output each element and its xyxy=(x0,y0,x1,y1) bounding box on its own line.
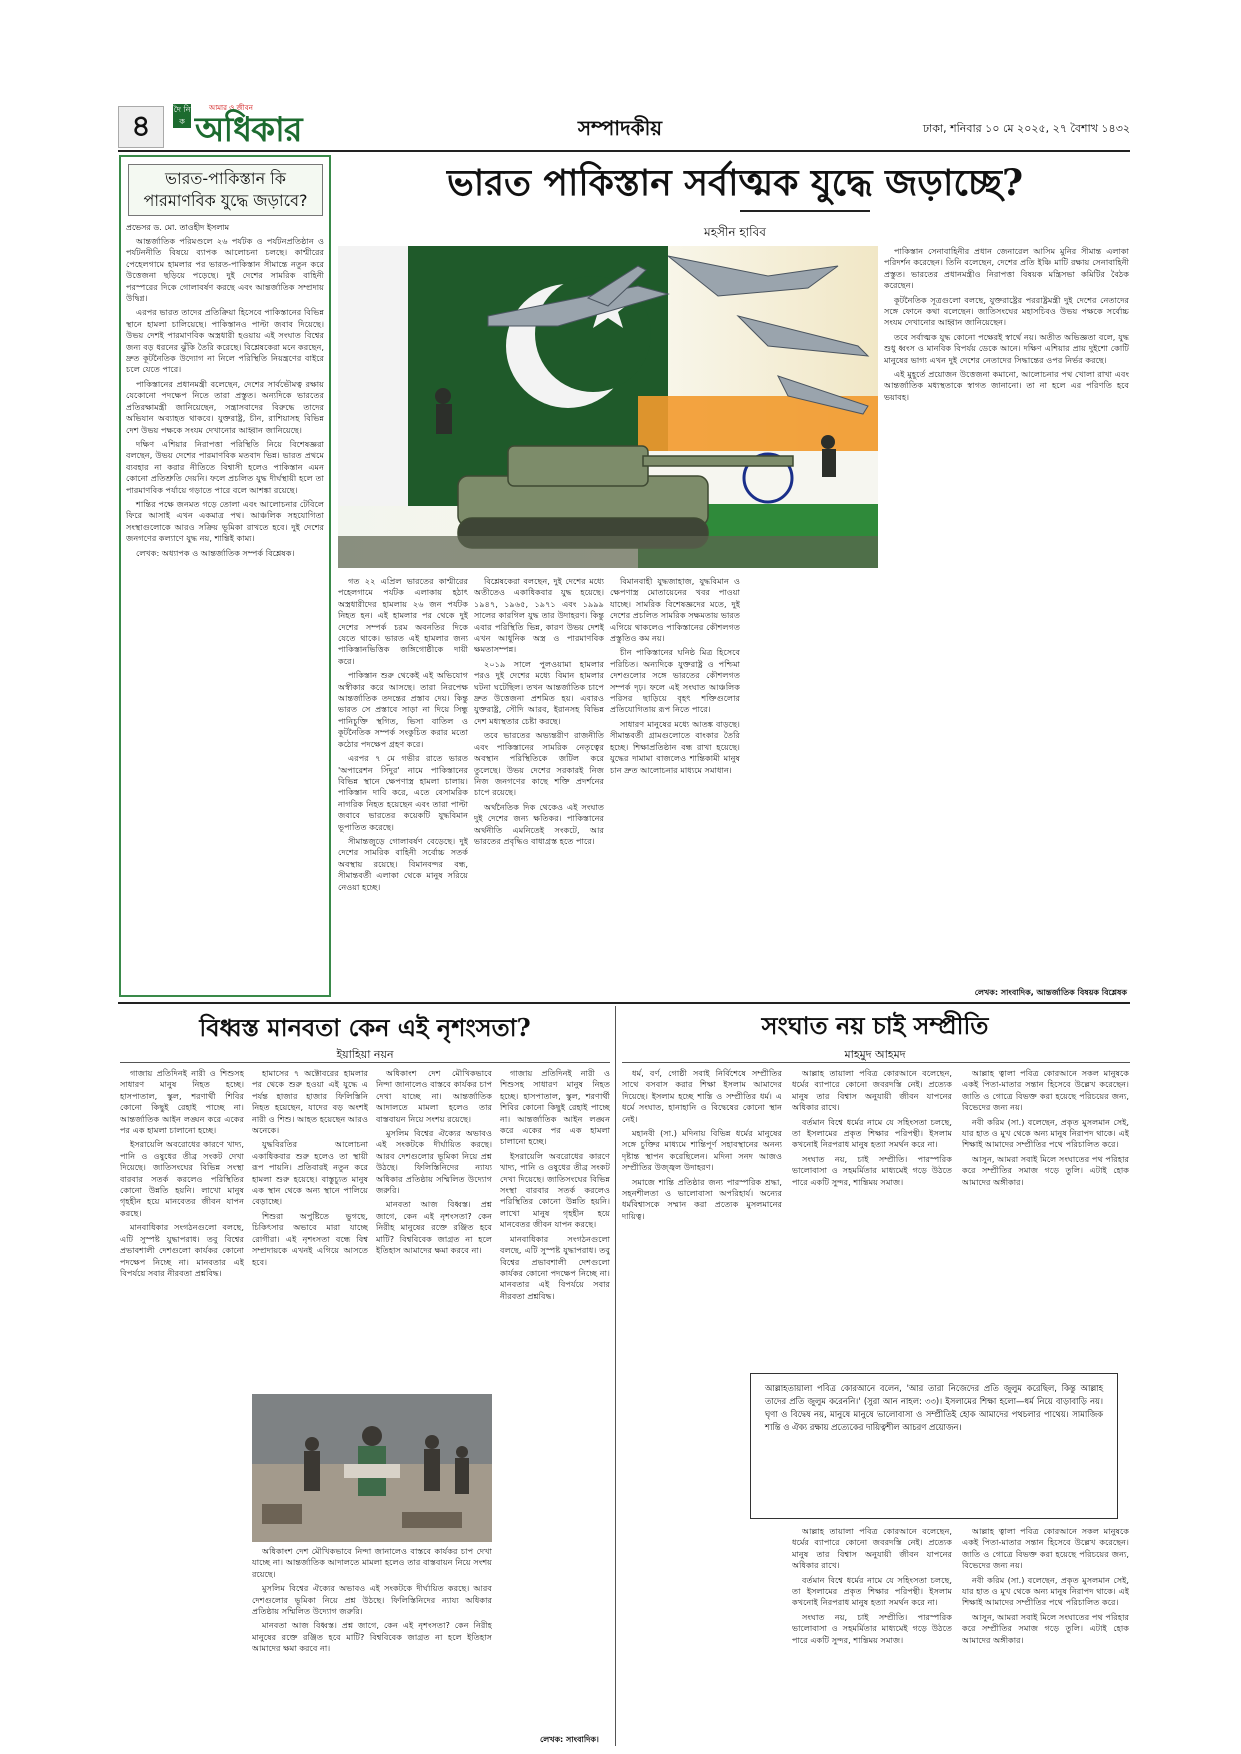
paragraph: সমাজে শান্তি প্রতিষ্ঠার জন্য পারস্পরিক শ্রদ্ধা, সহনশীলতা ও ভালোবাসা অপরিহার্য। অন্যের ধর্মবিশ্বাসকে সম্মান করা প্রত্যেক মুসলমানের দায়িত্ব। xyxy=(622,1176,782,1221)
side-article-headline: ভারত-পাকিস্তান কি পারমাণবিক যুদ্ধে জড়াবে? xyxy=(128,164,323,216)
gaza-photo-illustration xyxy=(252,1394,492,1542)
paragraph: মহানবী (সা.) মদিনায় বিভিন্ন ধর্মের মানুষের সঙ্গে চুক্তির মাধ্যমে শান্তিপূর্ণ সহাবস্থানের অনন্য দৃষ্টান্ত স্থাপন করেছিলেন। মদিনা সনদ আজও সম্প্রীতির উজ্জ্বল উদাহরণ। xyxy=(622,1128,782,1173)
paragraph: এরপর ৭ মে গভীর রাতে ভারত 'অপারেশন সিঁদুর' নামে পাকিস্তানের বিভিন্ন স্থানে ক্ষেপণাস্ত্র হামলা চালায়। পাকিস্তান দাবি করে, এতে বেসামরিক নাগরিক নিহত হয়েছেন এবং তারা পাল্টা জবাবে ভারতের কয়েকটি যুদ্ধবিমান ভূপাতিত করেছে। xyxy=(338,753,468,832)
logo-tagline: আমার ও জীবন xyxy=(209,104,253,112)
bottom-right-column-3b xyxy=(962,1526,1129,1730)
paragraph: পাকিস্তান সেনাবাহিনীর প্রধান জেনারেল আসিম মুনির সীমান্ত এলাকা পরিদর্শন করেছেন। তিনি বলেছেন, দেশের প্রতি ইঞ্চি মাটি রক্ষায় সেনাবাহিনী প্রস্তুত। ভারতের প্রধানমন্ত্রীও নিরাপত্তা বিষয়ক মন্ত্রিসভা কমিটির বৈঠক করেছেন। xyxy=(884,246,1129,291)
paragraph: ইসরায়েলি অবরোধের কারণে খাদ্য, পানি ও ওষুধের তীব্র সংকট দেখা দিয়েছে। জাতিসংঘের বিভিন্ন সংস্থা বারবার সতর্ক করলেও পরিস্থিতির কোনো উন্নতি হয়নি। লাখো মানুষ গৃহহীন হয়ে মানবেতর জীবন যাপন করছে। xyxy=(120,1139,244,1218)
main-headline: ভারত পাকিস্তান সর্বাত্মক যুদ্ধে জড়াচ্ছে? xyxy=(446,162,1024,204)
bottom-left-rule xyxy=(120,1062,610,1063)
paragraph: গাজায় প্রতিদিনই নারী ও শিশুসহ সাধারণ মানুষ নিহত হচ্ছে। হাসপাতাল, স্কুল, শরণার্থী শিবির কোনো কিছুই রেহাই পাচ্ছে না। আন্তর্জাতিক আইন লঙ্ঘন করে একের পর এক হামলা চালানো হচ্ছে। xyxy=(120,1068,244,1136)
paragraph: বিমানবাহী যুদ্ধজাহাজ, যুদ্ধবিমান ও ক্ষেপণাস্ত্র মোতায়েনের খবর পাওয়া যাচ্ছে। সামরিক বিশেষজ্ঞদের মতে, দুই দেশের প্রচলিত সামরিক সক্ষমতায় ভারত এগিয়ে থাকলেও পাকিস্তানের কৌশলগত প্রস্তুতিও কম নয়। xyxy=(610,576,740,644)
header-rule xyxy=(118,150,1130,152)
bottom-left-author: ইয়াহিয়া নয়ন xyxy=(336,1048,394,1061)
bottom-left-column-2b xyxy=(252,1546,492,1732)
headline-underline xyxy=(740,210,870,212)
paragraph: অধিকাংশ দেশ মৌখিকভাবে নিন্দা জানালেও বাস্তবে কার্যকর চাপ দেখা যাচ্ছে না। আন্তর্জাতিক আদালতে মামলা হলেও তার বাস্তবায়ন নিয়ে সংশয় রয়েছে। xyxy=(376,1068,492,1124)
newspaper-logo xyxy=(165,100,305,152)
paragraph: ২০১৯ সালে পুলওয়ামা হামলার পরও দুই দেশের মধ্যে বিমান হামলার ঘটনা ঘটেছিল। তখন আন্তর্জাতিক চাপে দ্রুত উত্তেজনা প্রশমিত হয়। এবারও যুক্তরাষ্ট্র, সৌদি আরব, ইরানসহ বিভিন্ন দেশ মধ্যস্থতার চেষ্টা করছে। xyxy=(474,658,604,726)
paragraph: ইসরায়েলি অবরোধের কারণে খাদ্য, পানি ও ওষুধের তীব্র সংকট দেখা দিয়েছে। জাতিসংঘের বিভিন্ন সংস্থা বারবার সতর্ক করলেও পরিস্থিতির কোনো উন্নতি হয়নি। লাখো মানুষ গৃহহীন হয়ে মানবেতর জীবন যাপন করছে। xyxy=(500,1150,610,1230)
bottom-left-headline: বিধ্বস্ত মানবতা কেন এই নৃশংসতা? xyxy=(199,1013,531,1042)
paragraph: দক্ষিণ এশিয়ার নিরাপত্তা পরিস্থিতি নিয়ে বিশেষজ্ঞরা বলছেন, উভয় দেশের পারমাণবিক মতবাদ ভিন্ন। ভারত প্রথমে ব্যবহার না করার নীতিতে বিশ্বাসী হলেও পাকিস্তান এমন কোনো প্রতিশ্রুতি দেয়নি। ফলে প্রচলিত যুদ্ধ দীর্ঘস্থায়ী হলে তা পারমাণবিক পর্যায়ে গড়াতে পারে বলে আশঙ্কা রয়েছে। xyxy=(126,438,324,495)
section-divider xyxy=(118,1002,1130,1004)
paragraph: এই মুহূর্তে প্রয়োজন উত্তেজনা কমানো, আলোচনার পথ খোলা রাখা এবং আন্তর্জাতিক মধ্যস্থতাকে স্বাগত জানানো। তা না হলে এর পরিণতি হবে ভয়াবহ। xyxy=(884,369,1129,402)
bottom-right-rule xyxy=(622,1062,1130,1063)
paragraph: আল্লাহ ত্বালা পবিত্র কোরআনে সকল মানুষকে একই পিতা-মাতার সন্তান হিসেবে উল্লেখ করেছেন। জাতি ও গোত্রে বিভক্ত করা হয়েছে পরিচয়ের জন্য, বিভেদের জন্য নয়। xyxy=(962,1526,1129,1571)
paragraph: মানবতা আজ বিধ্বস্ত। প্রশ্ন জাগে, কেন এই নৃশংসতা? কেন নিরীহ মানুষের রক্তে রঞ্জিত হবে মাটি? বিশ্ববিবেক জাগ্রত না হলে ইতিহাস আমাদের ক্ষমা করবে না। xyxy=(376,1199,492,1256)
paragraph: মানবাধিকার সংগঠনগুলো বলছে, এটি সুস্পষ্ট যুদ্ধাপরাধ। তবু বিশ্বের প্রভাবশালী দেশগুলো কার্যকর কোনো পদক্ষেপ নিচ্ছে না। মানবতার এই বিপর্যয়ে সবার নীরবতা প্রশ্নবিদ্ধ। xyxy=(120,1222,244,1278)
paragraph: চীন পাকিস্তানের ঘনিষ্ঠ মিত্র হিসেবে পরিচিত। অন্যদিকে যুক্তরাষ্ট্র ও পশ্চিমা দেশগুলোর সঙ্গে ভারতের কৌশলগত সম্পর্ক দৃঢ়। ফলে এই সংঘাত আঞ্চলিক পরিসর ছাড়িয়ে বৃহৎ শক্তিগুলোর প্রতিযোগিতায় রূপ নিতে পারে। xyxy=(610,647,740,715)
bottom-right-column-2b xyxy=(792,1526,952,1730)
paragraph: বর্তমান বিশ্বে ধর্মের নামে যে সহিংসতা চলছে, তা ইসলামের প্রকৃত শিক্ষার পরিপন্থী। ইসলাম কখনোই নিরপরাধ মানুষ হত্যা সমর্থন করে না। xyxy=(792,1116,952,1150)
main-column-2 xyxy=(474,576,604,994)
paragraph: আসুন, আমরা সবাই মিলে সংঘাতের পথ পরিহার করে সম্প্রীতির সমাজ গড়ে তুলি। এটাই হোক আমাদের অঙ্গীকার। xyxy=(962,1153,1129,1187)
paragraph: বিশ্লেষকেরা বলছেন, দুই দেশের মধ্যে অতীতেও একাধিকবার যুদ্ধ হয়েছে। ১৯৪৭, ১৯৬৫, ১৯৭১ এবং ১৯৯৯ সালের কারগিল যুদ্ধ তার উদাহরণ। কিন্তু এবার পরিস্থিতি ভিন্ন, কারণ উভয় দেশই এখন আধুনিক অস্ত্র ও পারমাণবিক ক্ষমতাসম্পন্ন। xyxy=(474,576,604,655)
paragraph: মানবাধিকার সংগঠনগুলো বলছে, এটি সুস্পষ্ট যুদ্ধাপরাধ। তবু বিশ্বের প্রভাবশালী দেশগুলো কার্যকর কোনো পদক্ষেপ নিচ্ছে না। মানবতার এই বিপর্যয়ে সবার নীরবতা প্রশ্নবিদ্ধ। xyxy=(500,1233,610,1301)
paragraph: নবী করিম (সা.) বলেছেন, প্রকৃত মুসলমান সেই, যার হাত ও মুখ থেকে অন্য মানুষ নিরাপদ থাকে। এই শিক্ষাই আমাদের সম্প্রীতির পথে পরিচালিত করে। xyxy=(962,1574,1129,1608)
side-article-author: প্রভেসর ড. মো. তাওহীদ ইসলাম xyxy=(126,223,230,232)
paragraph: অধিকাংশ দেশ মৌখিকভাবে নিন্দা জানালেও বাস্তবে কার্যকর চাপ দেখা যাচ্ছে না। আন্তর্জাতিক আদালতে মামলা হলেও তার বাস্তবায়ন নিয়ে সংশয় রয়েছে। xyxy=(252,1546,492,1579)
paragraph: সাধারণ মানুষের মধ্যে আতঙ্ক বাড়ছে। সীমান্তবর্তী গ্রামগুলোতে বাংকার তৈরি হচ্ছে। শিক্ষাপ্রতিষ্ঠান বন্ধ রাখা হয়েছে। যুদ্ধের দামামা বাজলেও শান্তিকামী মানুষ চান দ্রুত আলোচনার মাধ্যমে সমাধান। xyxy=(610,718,740,775)
paragraph: কূটনৈতিক সূত্রগুলো বলছে, যুক্তরাষ্ট্রের পররাষ্ট্রমন্ত্রী দুই দেশের নেতাদের সঙ্গে ফোনে কথা বলেছেন। জাতিসংঘের মহাসচিবও উভয় পক্ষকে সর্বোচ্চ সংযম দেখানোর আহ্বান জানিয়েছেন। xyxy=(884,294,1129,328)
section-title: সম্পাদকীয় xyxy=(577,116,663,140)
paragraph: শিশুরা অপুষ্টিতে ভুগছে, চিকিৎসার অভাবে মারা যাচ্ছে রোগীরা। এই নৃশংসতা বন্ধে বিশ্ব সম্প্রদায়কে এখনই এগিয়ে আসতে হবে। xyxy=(252,1210,368,1267)
paragraph: মুসলিম বিশ্বের ঐক্যের অভাবও এই সংকটকে দীর্ঘায়িত করছে। আরব দেশগুলোর ভূমিকা নিয়ে প্রশ্ন উঠছে। ফিলিস্তিনিদের ন্যায্য অধিকার প্রতিষ্ঠায় সম্মিলিত উদ্যোগ জরুরি। xyxy=(376,1128,492,1196)
paragraph: আন্তর্জাতিক পরিমণ্ডলে ২৬ পর্যটক ও পর্যটনপ্রতিষ্ঠান ও পর্যটননীতি বিষয়ে ব্যাপক আলোচনা চলছে। কাশ্মীরের পেহেলগামে হামলার পর ভারত-পাকিস্তান সীমান্তে নতুন করে উত্তেজনা ছড়িয়ে পড়েছে। দুই দেশের সামরিক বাহিনী পরস্পরের দিকে গোলাবর্ষণ করছে এবং আন্তর্জাতিক সম্প্রদায় উদ্বিগ্ন। xyxy=(126,236,324,304)
paragraph: পাকিস্তান শুরু থেকেই এই অভিযোগ অস্বীকার করে আসছে। তারা নিরপেক্ষ আন্তর্জাতিক তদন্তের প্রস্তাব দেয়। কিন্তু ভারত সে প্রস্তাবে সাড়া না দিয়ে সিন্ধু পানিচুক্তি স্থগিত, ভিসা বাতিল ও কূটনৈতিক সম্পর্ক সংকুচিত করার মতো কঠোর পদক্ষেপ গ্রহণ করে। xyxy=(338,670,468,749)
paragraph: তবে সর্বাত্মক যুদ্ধ কোনো পক্ষেরই স্বার্থে নয়। অতীত অভিজ্ঞতা বলে, যুদ্ধ শুধু ধ্বংস ও মানবিক বিপর্যয় ডেকে আনে। দক্ষিণ এশিয়ার প্রায় দুইশো কোটি মানুষের ভাগ্য এখন দুই দেশের নেতাদের সিদ্ধান্তের ওপর নির্ভর করছে। xyxy=(884,331,1129,365)
paragraph: অর্থনৈতিক দিক থেকেও এই সংঘাত দুই দেশের জন্য ক্ষতিকর। পাকিস্তানের অর্থনীতি এমনিতেই সংকটে, আর ভারতের প্রবৃদ্ধিও বাধাগ্রস্ত হতে পারে। xyxy=(474,801,604,846)
page-number: ৪ xyxy=(118,106,164,148)
paragraph: মানবতা আজ বিধ্বস্ত। প্রশ্ন জাগে, কেন এই নৃশংসতা? কেন নিরীহ মানুষের রক্তে রঞ্জিত হবে মাটি? বিশ্ববিবেক জাগ্রত না হলে ইতিহাস আমাদের ক্ষমা করবে না। xyxy=(252,1620,492,1654)
date-line: ঢাকা, শনিবার ১০ মে ২০২৫, ২৭ বৈশাখ ১৪৩২ xyxy=(922,122,1130,135)
gaza-photo xyxy=(252,1394,492,1542)
bottom-column-divider xyxy=(615,1006,616,1746)
military-collage-image xyxy=(338,246,878,568)
paragraph: পাকিস্তানের প্রধানমন্ত্রী বলেছেন, দেশের সার্বভৌমত্ব রক্ষায় যেকোনো পদক্ষেপ নিতে তারা প্রস্তুত। অন্যদিকে ভারতের প্রতিরক্ষামন্ত্রী জানিয়েছেন, সন্ত্রাসবাদের বিরুদ্ধে তাদের অভিযান অব্যাহত থাকবে। যুক্তরাষ্ট্র, চীন, রাশিয়াসহ বিভিন্ন দেশ উভয় পক্ষকে সংযম দেখানোর আহ্বান জানিয়েছে। xyxy=(126,378,324,435)
main-column-4 xyxy=(884,246,1129,981)
bottom-right-column-3 xyxy=(962,1068,1129,1368)
paragraph: লেখক: অধ্যাপক ও আন্তর্জাতিক সম্পর্ক বিশ্লেষক। xyxy=(136,547,295,558)
paragraph: তবে ভারতের অভ্যন্তরীণ রাজনীতি এবং পাকিস্তানের সামরিক নেতৃত্বের অবস্থান পরিস্থিতিকে জটিল করে তুলেছে। উভয় দেশের সরকারই নিজ নিজ জনগণের কাছে শক্তি প্রদর্শনের চাপে রয়েছে। xyxy=(474,730,604,798)
paragraph: ধর্ম, বর্ণ, গোষ্ঠী সবাই নির্বিশেষে সম্প্রীতির সাথে বসবাস করার শিক্ষা ইসলাম আমাদের দিয়েছে। ইসলাম হচ্ছে শান্তি ও সম্প্রীতির ধর্ম। এ ধর্মে সংঘাত, হানাহানি ও বিদ্বেষের কোনো স্থান নেই। xyxy=(622,1068,782,1124)
paragraph: হামাসের ৭ অক্টোবরের হামলার পর থেকে শুরু হওয়া এই যুদ্ধে এ পর্যন্ত হাজার হাজার ফিলিস্তিনি নিহত হয়েছেন, যাদের বড় অংশই নারী ও শিশু। আহত হয়েছেন আরও অনেকে। xyxy=(252,1068,368,1136)
paragraph: সংঘাত নয়, চাই সম্প্রীতি। পারস্পরিক ভালোবাসা ও সহমর্মিতার মাধ্যমেই গড়ে উঠতে পারে একটি সুন্দর, শান্তিময় সমাজ। xyxy=(792,1153,952,1187)
bottom-left-column-1 xyxy=(120,1068,244,1732)
bottom-left-column-2 xyxy=(252,1068,368,1388)
main-author-note: লেখক: সাংবাদিক, আন্তর্জাতিক বিষয়ক বিশ্লেষক xyxy=(974,988,1127,997)
paragraph: আল্লাহ তায়ালা পবিত্র কোরআনে বলেছেন, ধর্মের ব্যাপারে কোনো জবরদস্তি নেই। প্রত্যেক মানুষ তার বিশ্বাস অনুযায়ী জীবন যাপনের অধিকার রাখে। xyxy=(792,1526,952,1571)
side-article-body xyxy=(126,236,324,991)
paragraph: এরপর ভারত তাদের প্রতিক্রিয়া হিসেবে পাকিস্তানের বিভিন্ন স্থানে হামলা চালিয়েছে। পাকিস্তানও পাল্টা জবাব দিয়েছে। উভয় দেশই পারমাণবিক অস্ত্রধারী হওয়ায় এই সংঘাত বিশ্বের জন্য বড় ধরনের ঝুঁকি তৈরি করেছে। বিশ্লেষকেরা মনে করছেন, দ্রুত কূটনৈতিক উদ্যোগ না নিলে পরিস্থিতি নিয়ন্ত্রণের বাইরে চলে যেতে পারে। xyxy=(126,307,324,375)
paragraph: আসুন, আমরা সবাই মিলে সংঘাতের পথ পরিহার করে সম্প্রীতির সমাজ গড়ে তুলি। এটাই হোক আমাদের অঙ্গীকার। xyxy=(962,1611,1129,1645)
paragraph: গাজায় প্রতিদিনই নারী ও শিশুসহ সাধারণ মানুষ নিহত হচ্ছে। হাসপাতাল, স্কুল, শরণার্থী শিবির কোনো কিছুই রেহাই পাচ্ছে না। আন্তর্জাতিক আইন লঙ্ঘন করে একের পর এক হামলা চালানো হচ্ছে। xyxy=(500,1068,610,1147)
bottom-left-column-3a xyxy=(376,1068,492,1388)
paragraph: বর্তমান বিশ্বে ধর্মের নামে যে সহিংসতা চলছে, তা ইসলামের প্রকৃত শিক্ষার পরিপন্থী। ইসলাম কখনোই নিরপরাধ মানুষ হত্যা সমর্থন করে না। xyxy=(792,1574,952,1608)
main-column-1 xyxy=(338,576,468,994)
bottom-right-author: মাহমুদ আহমদ xyxy=(844,1048,906,1061)
paragraph: যুদ্ধবিরতির আলোচনা একাধিকবার শুরু হলেও তা স্থায়ী রূপ পায়নি। প্রতিবারই নতুন করে হামলা শুরু হয়েছে। বাস্তুচ্যুত মানুষ এক স্থান থেকে অন্য স্থানে পালিয়ে বেড়াচ্ছে। xyxy=(252,1139,368,1207)
quote-box: আল্লাহতায়ালা পবিত্র কোরআনে বলেন, 'আর তারা নিজেদের প্রতি জুলুম করেছিল, কিন্তু আল্লাহ তাদের প্রতি জুলুম করেননি।' (সুরা আন নাহল: ৩৩)। ইসলামের শিক্ষা হলো—ধর্ম নিয়ে বাড়াবাড়ি নয়। ঘৃণা ও বিদ্বেষ নয়, মানুষে মানুষে ভালোবাসা ও সম্প্রীতিই হোক আমাদের পথচলার পাথেয়। সামাজিক শান্তি ও ঐক্য রক্ষায় প্রত্যেকের দায়িত্বশীল আচরণ প্রয়োজন। xyxy=(750,1373,1118,1519)
bottom-left-column-4 xyxy=(500,1068,610,1728)
paragraph: গত ২২ এপ্রিল ভারতের কাশ্মীরের পহেলগামে পর্যটক এলাকায় হঠাৎ অস্ত্রধারীদের হামলায় ২৬ জন পর্যটক নিহত হন। এই হামলার পর থেকে দুই দেশের সম্পর্ক চরম অবনতির দিকে যেতে থাকে। ভারত এই হামলার জন্য পাকিস্তানভিত্তিক জঙ্গিগোষ্ঠীকে দায়ী করে। xyxy=(338,576,468,666)
bottom-right-headline: সংঘাত নয় চাই সম্প্রীতি xyxy=(761,1011,989,1040)
bottom-left-credit: লেখক: সাংবাদিক। xyxy=(540,1735,599,1744)
paragraph: সীমান্তজুড়ে গোলাবর্ষণ বেড়েছে। দুই দেশের সামরিক বাহিনী সর্বোচ্চ সতর্ক অবস্থায় রয়েছে। বিমানবন্দর বন্ধ, সীমান্তবর্তী এলাকা থেকে মানুষ সরিয়ে নেওয়া হচ্ছে। xyxy=(338,835,468,892)
hero-illustration xyxy=(338,246,878,568)
paragraph: শান্তির পক্ষে জনমত গড়ে তোলা এবং আলোচনার টেবিলে ফিরে আসাই এখন একমাত্র পথ। আঞ্চলিক সহযোগিতা সংস্থাগুলোকে আরও সক্রিয় ভূমিকা রাখতে হবে। দুই দেশের জনগণের কল্যাণে যুদ্ধ নয়, শান্তিই কাম্য। xyxy=(126,498,324,544)
logo-side-label: দৈ নি ক xyxy=(173,105,191,126)
paragraph: আল্লাহ তায়ালা পবিত্র কোরআনে বলেছেন, ধর্মের ব্যাপারে কোনো জবরদস্তি নেই। প্রত্যেক মানুষ তার বিশ্বাস অনুযায়ী জীবন যাপনের অধিকার রাখে। xyxy=(792,1068,952,1113)
paragraph: মুসলিম বিশ্বের ঐক্যের অভাবও এই সংকটকে দীর্ঘায়িত করছে। আরব দেশগুলোর ভূমিকা নিয়ে প্রশ্ন উঠছে। ফিলিস্তিনিদের ন্যায্য অধিকার প্রতিষ্ঠায় সম্মিলিত উদ্যোগ জরুরি। xyxy=(252,1583,492,1617)
paragraph: নবী করিম (সা.) বলেছেন, প্রকৃত মুসলমান সেই, যার হাত ও মুখ থেকে অন্য মানুষ নিরাপদ থাকে। এই শিক্ষাই আমাদের সম্প্রীতির পথে পরিচালিত করে। xyxy=(962,1116,1129,1150)
main-column-3 xyxy=(610,576,740,994)
main-author: মহসীন হাবিব xyxy=(704,225,766,239)
logo-text: অধিকার xyxy=(195,110,302,150)
paragraph: আল্লাহ ত্বালা পবিত্র কোরআনে সকল মানুষকে একই পিতা-মাতার সন্তান হিসেবে উল্লেখ করেছেন। জাতি ও গোত্রে বিভক্ত করা হয়েছে পরিচয়ের জন্য, বিভেদের জন্য নয়। xyxy=(962,1068,1129,1113)
paragraph: সংঘাত নয়, চাই সম্প্রীতি। পারস্পরিক ভালোবাসা ও সহমর্মিতার মাধ্যমেই গড়ে উঠতে পারে একটি সুন্দর, শান্তিময় সমাজ। xyxy=(792,1611,952,1645)
bottom-right-column-2 xyxy=(792,1068,952,1368)
